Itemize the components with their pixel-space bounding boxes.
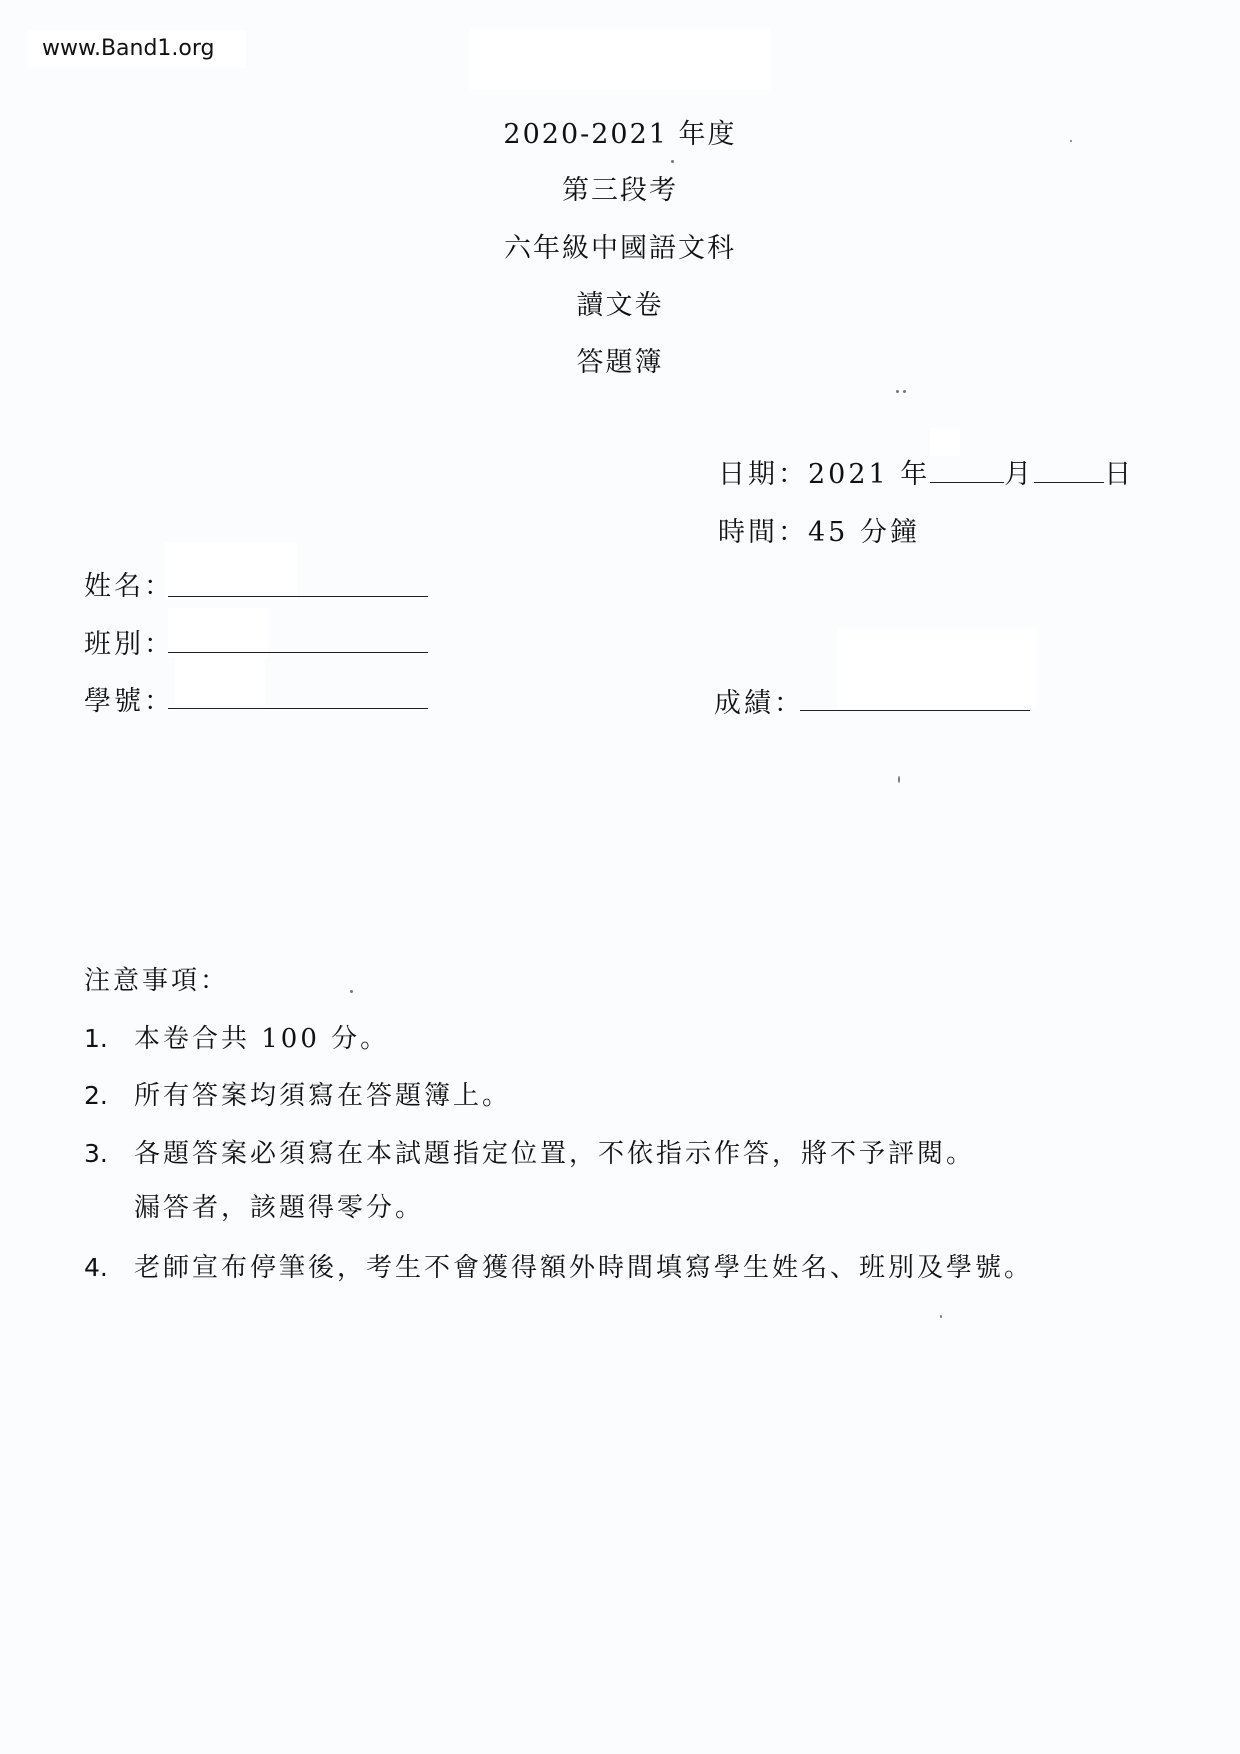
date-month: 月 (1004, 459, 1035, 490)
booklet-title: 答題簿 (576, 347, 664, 378)
redaction-box (470, 28, 770, 90)
note-text: 本卷合共 100 分。 (134, 1024, 390, 1054)
scan-speck (1070, 140, 1072, 142)
exam-paper: 讀文卷 (576, 290, 664, 321)
student-number-blank[interactable] (168, 708, 428, 709)
exam-subject: 六年級中國語文科 (504, 233, 736, 264)
exam-year: 2020-2021 年度 (503, 119, 737, 150)
class-blank[interactable] (168, 652, 428, 653)
score-blank[interactable] (800, 710, 1030, 711)
note-item (84, 1018, 389, 1055)
notes-heading: 注意事項： (84, 966, 230, 996)
note-item (84, 1247, 1033, 1284)
redaction-box (175, 655, 265, 705)
note-item (84, 1133, 975, 1170)
scan-speck (350, 990, 353, 993)
date-day: 日 (1104, 459, 1135, 490)
score-label: 成績： (714, 688, 804, 719)
scan-speck (671, 160, 674, 163)
note-number: 2. (84, 1081, 108, 1110)
name-label: 姓名： (84, 571, 174, 602)
date-month-blank[interactable] (930, 458, 1004, 483)
scan-speck (898, 776, 900, 783)
scan-speck (896, 390, 899, 393)
time-label: 時間： (718, 517, 808, 548)
note-text: 所有答案均須寫在答題簿上。 (134, 1081, 512, 1111)
note-item (84, 1187, 424, 1224)
note-number: 4. (84, 1253, 108, 1282)
date-year: 2021 年 (808, 459, 931, 490)
time-field (718, 510, 920, 549)
scan-speck (940, 1315, 942, 1318)
note-number: 3. (84, 1139, 108, 1168)
note-text: 老師宣布停筆後，考生不會獲得額外時間填寫學生姓名、班別及學號。 (134, 1253, 1034, 1283)
scan-speck (903, 390, 906, 393)
redaction-box (168, 608, 268, 658)
date-field (718, 452, 1134, 491)
note-text: 漏答者，該題得零分。 (134, 1193, 425, 1223)
redaction-box (838, 628, 1036, 708)
student-number-label: 學號： (84, 686, 174, 717)
class-label: 班別： (84, 629, 174, 660)
date-day-blank[interactable] (1034, 458, 1104, 483)
time-value: 45 分鐘 (808, 517, 920, 548)
redaction-box (165, 542, 297, 600)
note-number: 1. (84, 1024, 108, 1053)
note-text: 各題答案必須寫在本試題指定位置，不依指示作答，將不予評閱。 (134, 1139, 976, 1169)
exam-term: 第三段考 (562, 175, 678, 206)
name-blank[interactable] (168, 596, 428, 597)
date-label: 日期： (718, 459, 808, 490)
note-item (84, 1075, 511, 1112)
watermark: www.Band1.org (28, 30, 246, 68)
